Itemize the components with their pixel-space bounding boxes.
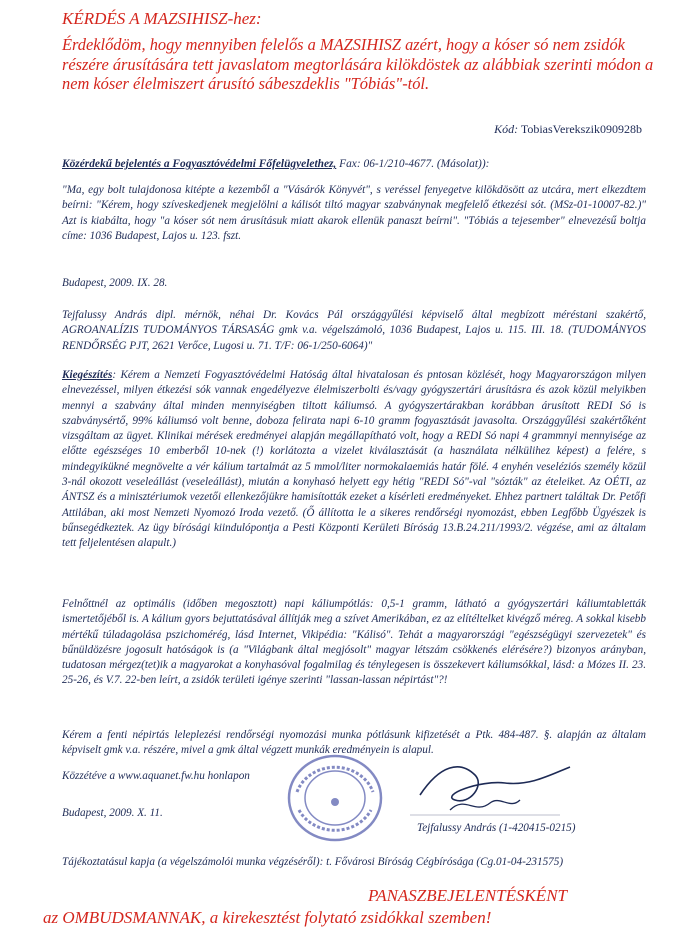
supplement-paragraph (62, 368, 646, 552)
complaint-quote: "Ma, egy bolt tulajdonosa kitépte a kezemből a "Vásárók Könyvét", s veréssel fenyegetve kilökdösött az utcára, mert elkezdtem beírni: "Kérem, hogy szíveskedjenek megjelölni a kálisót tiltó magyar szabványnak megfelelő étkezési sót. (MSz-01-10007-82.)" Azt is kiabálta, hogy "a kóser sót nem árusításuk miatt akarok ellenük panaszt beírni". "Tóbiás a tejesember" elnevezésű boltja címe: 1036 Budapest, Lajos u. 123. fszt. (62, 184, 646, 242)
code-label: Kód: (494, 122, 519, 136)
footer-complaint-title: PANASZBEJELENTÉSKÉNT (368, 886, 567, 905)
page-heading: KÉRDÉS A MAZSIHISZ-hez: (62, 9, 262, 28)
handwritten-signature (380, 755, 580, 825)
intro-question: Érdeklődöm, hogy mennyiben felelős a MAZSIHISZ azért, hogy a kóser só nem zsidók részére árusítására tett javaslatom megtorlására kilökdöstek az alábbiak szerinti módon a nem kóser élelmiszert árusító sábeszdeklis "Tóbiás"-tól. (62, 35, 654, 93)
code-value: TobiasVerekszik090928b (520, 122, 642, 136)
notice-label: Közérdekű bejelentés a Fogyasztóvédelmi Főfelügyelethez, (62, 158, 337, 170)
supplement-label: Kiegészítés (62, 369, 113, 381)
info-recipient: Tájékoztatásul kapja (a végelszámolói munka végzéséről): t. Fővárosi Bíróság Cégbírósága (Cg.01-04-231575) (62, 856, 564, 868)
footer-ombudsman-line: az OMBUDSMANNAK, a kirekesztést folytató zsidókkal szemben! (43, 908, 492, 927)
supplement-text: : Kérem a Nemzeti Fogyasztóvédelmi Hatóság által hivatalosan és pntosan közlését, hogy Magyarországon milyen elnevezéssel, milyen étkezési sók vannak engedélyezve élelmiszerbolti és/vagy gyógyszertári árusításra és azok közül melyikben mennyi a szabvány által minden mennyiségben tiltott káliumsó. A gyógyszertárakban korábban árusított REDI Só is szabványsértő, 99% káliumsó volt benne, doboza felirata napi 6-10 gramm fogyasztását javasolta. Országgyűlési szakértőként vizsgáltam az ügyet. Klinikai mérések eredményei alapján megállapítható volt, hogy a REDI Só napi 4 grammnyi mennyisége az előtte egészséges 10 emberből 10-nek (!) korlátozta a vizelet kiválasztását (a használata nélkülihez képest) a felére, s mindegyikükné megnövelte a vér kálium tartalmát az 5 mmol/liter normokalaemiás határ fölé. 4 enyhén veseléziós személy közül 3-nál okozott veseleállást (veseleállást), miután a konyhasó helyett egy hétig "REDI Só"-val "sózták" az ételeiket. Az OÉTI, az ÁNTSZ és a minisztériumok vezetői ellenkezőjükre hamisították ezeket a kísérleti eredményeket. Ehhez partnert találtak Dr. Petőfi Attilában, aki most Nemzeti Nyomozó Iroda vezető. (Ő állította le a sikeres rendőrségi nyomozást, ebben Legfőbb Ügyészek is bűnsegédkeztek. Az ügy bírósági kiindulópontja a Pesti Központi Kerületi Bíróság 13.B.24.211/1993/2. végzése, ami az általam tett feljelentésen alapult.) (62, 369, 646, 550)
notice-fax: Fax: 06-1/210-4677. (Másolat)): (336, 158, 490, 170)
date-second: Budapest, 2009. X. 11. (62, 807, 163, 819)
author-paragraph: Tejfalussy András dipl. mérnök, néhai Dr. Kovács Pál országgyűlési képviselő által megbízott méréstani szakértő, AGROANALÍZIS TUDOMÁNYOS TÁRSASÁG gmk v.a. végelszámoló, 1036 Budapest, Lajos u. 115. III. 18. (TUDOMÁNYOS RENDŐRSÉG PJT, 2621 Verőce, Lugosi u. 71. T/F: 06-1/250-6064)" (62, 309, 646, 352)
signer-name: Tejfalussy András (1-420415-0215) (417, 822, 576, 834)
published-line: Közzétéve a www.aquanet.fw.hu honlapon (62, 770, 250, 782)
payment-request-paragraph: Kérem a fenti népirtás leleplezési rendőrségi nyomozási munka pótlásunk kifizetését a Ptk. 484-487. §. alapján az általam képviselt gmk v.a. részére, mivel a gmk által végzett munkák eredményein is alapul. (62, 729, 646, 757)
notice-line (62, 157, 646, 172)
code-line (494, 122, 642, 137)
round-stamp (285, 752, 385, 844)
potassium-paragraph: Felnőttnél az optimális (időben megosztott) napi káliumpótlás: 0,5-1 gramm, látható a gyógyszertári káliumtabletták ismertetőjéből is. A kálium gyors bejuttatásával állítják meg a szívet Amerikában, ez az elítéltelket kivégző méreg. A sokkal kisebb mértékű túladagolása pszichomérég, lásd Internet, Vikipédia: "Kálisó". Tehát a magyarországi "egészségügyi szervezetek" és bűnüldözésre jogosult hatóságok is (a "Világbank által megjósolt" magyar létszám csökkenés elérésére?) bizonyos arányban, tudatosan mérgez(tet)ik a magyarokat a konyhasóval fogalmilag és ténylegesen is összekevert káliumsókkal, lásd: a Mózes II. 23. 25-26, és V.7. 22-ben leírt, a zsidók területi igénye szerinti "lassan-lassan népirtást"?! (62, 598, 646, 687)
date-first: Budapest, 2009. IX. 28. (62, 277, 168, 289)
